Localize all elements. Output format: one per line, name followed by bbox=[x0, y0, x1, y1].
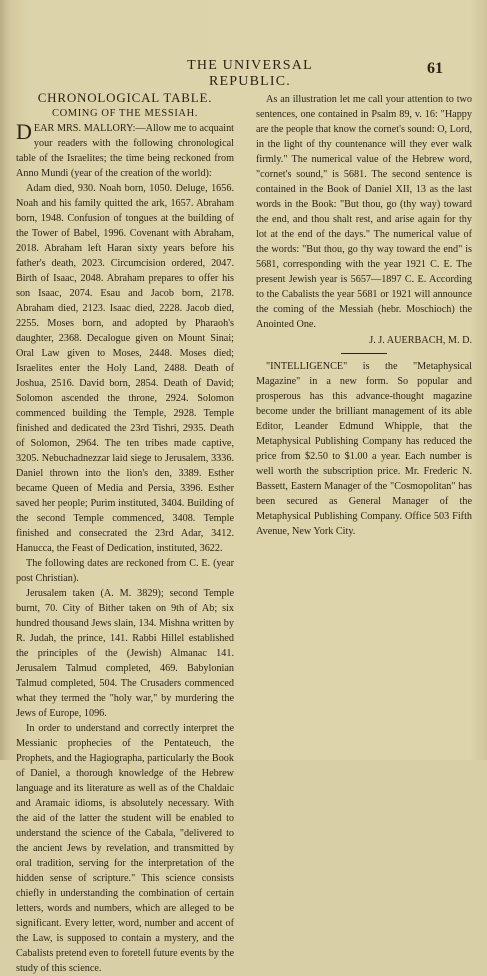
author-signature: J. J. AUERBACH, M. D. bbox=[369, 335, 472, 346]
reckoning-note: The following dates are reckoned from C. E. (year post Christian). bbox=[16, 558, 234, 584]
left-column bbox=[16, 90, 234, 976]
page-number: 61 bbox=[427, 60, 443, 77]
article-subtitle: COMING OF THE MESSIAH. bbox=[51, 108, 199, 119]
article-title: CHRONOLOGICAL TABLE. bbox=[37, 90, 213, 105]
section-divider bbox=[341, 353, 387, 354]
signature-line bbox=[256, 333, 472, 348]
ce-chronology-paragraph: Jerusalem taken (A. M. 3829); second Temple burnt, 70. City of Bither taken on 9th of Ab; six hundred thousand Jews slain, 134. Mishna written by R. Judah, the prince, 141. Rabbi Hillel established the principles of the (Jewish) Almanac 141. Jerusalem Talmud completed, 469. Babylonian Talmud completed, 504. The Crusaders commenced what they termed the "holy war," by murdering the Jews of Europe, 1096. bbox=[16, 588, 234, 719]
interpretation-paragraph: In order to understand and correctly interpret the Messianic prophecies of the Pentateuch, the Prophets, and the Hagiographa, particularly the Book of Daniel, a thorough knowledge of the Hebrew language and its literature as well as of the Chaldaic and Aramaic idioms, is absolutely necessary. With the aid of the latter the student will be enabled to understand the science of the Cabala, "delivered to the ancient Jews by revelation, and transmitted by oral tradition, serving for the interpretation of the hidden sense of scripture." This science consists chiefly in understanding the combination of certain letters, words and numbers, which are alleged to be significant. Every letter, word, number and accent of the Law, is supposed to contain a mystery, and the Cabalists pretend even to foretell future events by the study of this science. bbox=[16, 723, 234, 974]
opening-paragraph bbox=[16, 121, 234, 181]
illustration-paragraph: As an illustration let me call your attention to two sentences, one contained in Psalm 89, v. 16: "Happy are the people that know the cornet's sound: O, Lord, in the light of thy countenance will they ever walk firmly." The numerical value of the Hebrew word, "cornet's sound," is 5681. The second sentence is contained in the Book of Daniel XII, 13 as the last words in the Book: "But thou, go (thy way) toward the end, and thou shalt rest, and arise again for thy lot at the end of the days." The numerical value of the words: "But thou, go thy way toward the end" is 5681, corresponding with the year 1921 C. E. The present Jewish year is 5657—1897 C. E. According to the Cabalists the year 5681 or 1921 will announce the coming of the Messiah (hebr. Moschioch) the Anointed One. bbox=[256, 94, 472, 330]
running-title: THE UNIVERSAL REPUBLIC. bbox=[187, 58, 313, 89]
magazine-notice: "INTELLIGENCE" is the "Metaphysical Magazine" in a new form. So popular and prosperous has this advance-thought magazine become under the brilliant management of its able Editor, Leander Edmund Whipple, that the Metaphysical Publishing Company has reduced the price from $2.50 to $1.00 a year. Each number is well worth the subscription price. Mr. Frederic N. Bassett, Eastern Manager of the "Cosmopolitan" has been secured as General Manager of the Metaphysical Publishing Company. Office 503 Fifth Avenue, New York City. bbox=[256, 361, 472, 537]
page-header bbox=[0, 58, 487, 89]
chronology-paragraph: Adam died, 930. Noah born, 1050. Deluge, 1656. Noah and his family quitted the ark, 1657. Abraham born, 1948. Confusion of tongues at the building of the Tower of Babel, 1996. Covenant with Abraham, 2018. Abraham left Haran sixty years before his father's death, 2023. Circumcision ordered, 2047. Birth of Isaac, 2048. Abraham prepares to offer his son Isaac, 2074. Esau and Jacob born, 2178. Abraham died, 2123. Isaac died, 2228. Jacob died, 2255. Moses born, and adopted by Pharaoh's daughter, 2368. Decalogue given on Mount Sinai; Oral Law given to Moses, 2448. Moses died; Israelites enter the Holy Land, 2488. Death of Joshua, 2516. David born, 2854. Death of David; Solomon ascended the throne, 2924. Solomon commenced building the Temple, 2928. Temple finished and dedicated the 23rd Tishri, 2935. Death of Solomon, 2964. The ten tribes made captive, 3205. Nebuchadnezzar laid siege to Jerusalem, 3336. Daniel thrown into the lion's den, 3389. Esther became Queen of Media and Persia, 3396. Esther saved her people; Purim instituted, 3404. Building of the second Temple commenced, 3408. Temple finished and consecrated the 23rd Adar, 3412. Hanucca, the Feast of Dedication, instituted, 3622. bbox=[16, 183, 234, 554]
opening-text: EAR MRS. MALLORY:—Allow me to acquaint your readers with the following chronological table of the Israelites; the time being reckoned from Anno Mundi (year of the creation of the world): bbox=[16, 123, 234, 179]
drop-cap: D bbox=[16, 119, 32, 144]
right-column bbox=[256, 92, 472, 539]
